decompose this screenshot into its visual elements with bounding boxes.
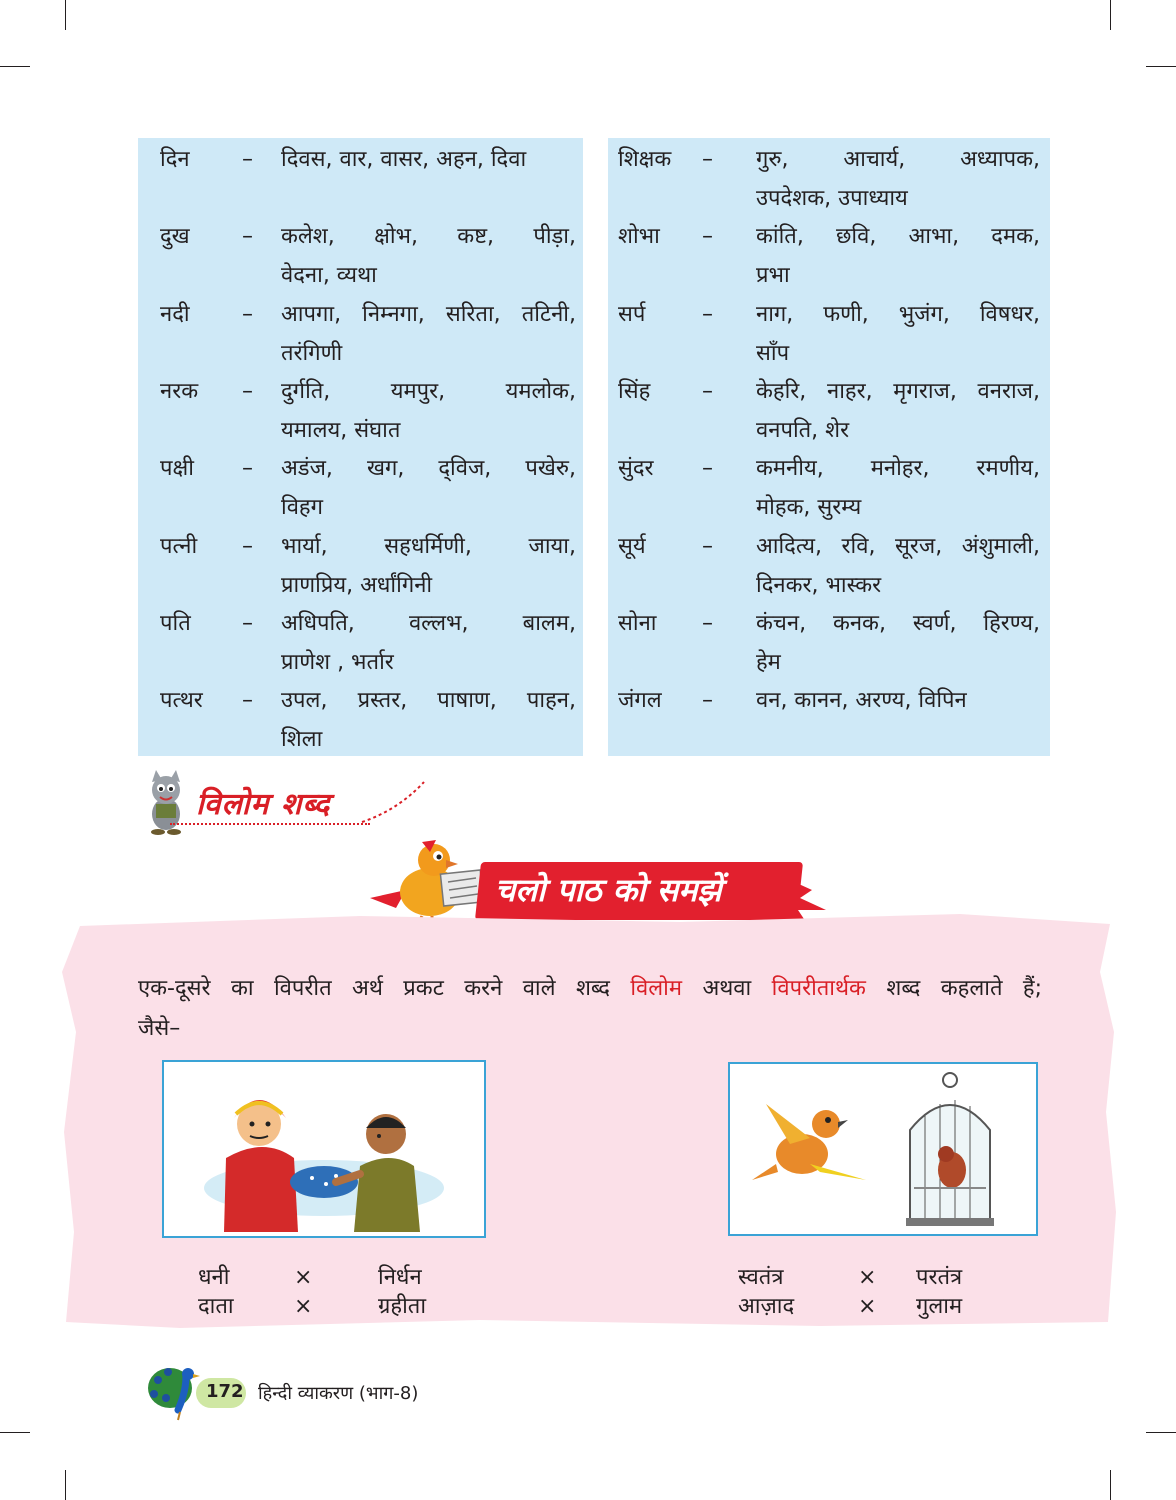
synonym-dash: –: [242, 147, 253, 172]
synonym-dash: –: [702, 533, 713, 559]
synonym-dash: –: [242, 301, 253, 327]
crop-mark: [1110, 0, 1111, 30]
term-viprarthak: विपरीतार्थक: [771, 976, 866, 1001]
synonym-line: अडंज, खग, द्‌विज, पखेरु,: [281, 456, 576, 482]
synonym-headword: सर्प: [618, 301, 646, 327]
example-lead: जैसे–: [138, 1016, 181, 1041]
synonym-headword: शोभा: [618, 224, 660, 250]
synonym-line: कमनीय, मनोहर, रमणीय,: [756, 456, 1040, 482]
synonym-line: उपल, प्रस्तर, पाषाण, पाहन,: [281, 688, 576, 714]
synonym-line: कलेश, क्षोभ, कष्ट, पीड़ा,: [281, 224, 576, 250]
synonym-dash: –: [702, 378, 713, 404]
pair-opposite: निर्धन: [378, 1265, 422, 1290]
crop-mark: [1146, 1432, 1176, 1433]
synonym-line: नाग, फणी, भुजंग, विषधर,: [756, 301, 1040, 327]
page-number: 172: [206, 1381, 244, 1402]
synonym-headword: सूर्य: [618, 533, 646, 559]
opposite-sign: ×: [858, 1294, 877, 1319]
synonym-headword: दिन: [160, 147, 190, 172]
synonym-dash: –: [702, 688, 713, 714]
synonym-headword: सुंदर: [618, 456, 654, 482]
synonym-dash: –: [242, 688, 253, 714]
synonym-line: विहग: [281, 495, 323, 521]
section-underline: [170, 823, 370, 825]
crop-mark: [0, 66, 30, 67]
synonym-headword: पक्षी: [160, 456, 194, 482]
synonym-headword: दुख: [160, 224, 190, 250]
synonym-line: दिनकर, भास्कर: [756, 572, 882, 598]
synonym-line: गुरु, आचार्य, अध्यापक,: [756, 147, 1040, 172]
opposite-sign: ×: [858, 1265, 877, 1290]
synonym-dash: –: [702, 610, 713, 636]
synonym-line: तरंगिणी: [281, 340, 343, 366]
crop-mark: [1110, 1470, 1111, 1500]
pair-word: आज़ाद: [738, 1294, 795, 1319]
pair-word: धनी: [198, 1265, 230, 1290]
term-vilom: विलोम: [630, 976, 683, 1001]
pair-opposite: ग्रहीता: [378, 1294, 427, 1319]
opposite-sign: ×: [294, 1294, 313, 1319]
synonym-line: साँप: [756, 340, 790, 366]
crop-mark: [0, 1432, 30, 1433]
caged-bird-illustration: [890, 1070, 1010, 1230]
synonym-dash: –: [242, 224, 253, 250]
synonym-headword: पत्थर: [160, 688, 203, 714]
section-title-vilom: विलोम शब्द: [196, 787, 331, 822]
pair-word: स्वतंत्र: [738, 1265, 784, 1290]
synonym-line: प्रभा: [756, 263, 790, 289]
definition-text-part2: अथवा: [702, 976, 752, 1001]
synonym-line: भार्या, सहधर्मिणी, जाया,: [281, 533, 576, 559]
synonym-line: केहरि, नाहर, मृगराज, वनराज,: [756, 378, 1040, 404]
definition-text-part1: एक-दूसरे का विपरीत अर्थ प्रकट करने वाले शब्द: [138, 976, 610, 1001]
crop-mark: [65, 0, 66, 30]
definition-text-part3: शब्द कहलाते हैं;: [886, 976, 1042, 1001]
synonym-dash: –: [702, 301, 713, 327]
pair-opposite: परतंत्र: [916, 1265, 963, 1290]
synonym-dash: –: [702, 147, 713, 172]
synonym-headword: पति: [160, 610, 191, 636]
synonym-line: वनपति, शेर: [756, 417, 850, 443]
synonym-line: प्राणेश , भर्तार: [281, 649, 394, 675]
synonym-dash: –: [242, 533, 253, 559]
synonym-line: यमालय, संघात: [281, 417, 401, 443]
definition-paragraph: [138, 970, 1042, 1008]
merchant-giving-bag-image: [164, 1062, 484, 1236]
synonym-line: वन, कानन, अरण्य, विपिन: [756, 688, 967, 714]
synonym-headword: नरक: [160, 378, 199, 404]
book-title: हिन्दी व्याकरण (भाग-8): [258, 1383, 419, 1404]
synonym-headword: सिंह: [618, 378, 651, 404]
cat-mascot-icon: [138, 770, 194, 836]
synonym-line: मोहक, सुरम्य: [756, 495, 862, 521]
synonym-line: दिवस, वार, वासर, अहन, दिवा: [281, 147, 527, 172]
synonym-line: उपदेशक, उपाध्याय: [756, 186, 908, 211]
banner-title: चलो पाठ को समझें: [495, 871, 722, 909]
synonym-line: वेदना, व्यथा: [281, 263, 377, 289]
synonym-line: आदित्य, रवि, सूरज, अंशुमाली,: [756, 533, 1040, 559]
section-divider: [358, 780, 428, 824]
synonym-dash: –: [702, 224, 713, 250]
synonym-line: शिला: [281, 727, 323, 753]
synonym-line: प्राणप्रिय, अर्धांगिनी: [281, 572, 433, 598]
free-and-caged-bird-illustration: [728, 1062, 1038, 1236]
pair-opposite: गुलाम: [916, 1294, 963, 1319]
crop-mark: [1146, 66, 1176, 67]
synonym-headword: शिक्षक: [618, 147, 672, 172]
synonym-line: हेम: [756, 649, 781, 675]
synonym-headword: पत्नी: [160, 533, 198, 559]
synonym-line: कंचन, कनक, स्वर्ण, हिरण्य,: [756, 610, 1040, 636]
synonym-line: दुर्गति, यमपुर, यमलोक,: [281, 378, 576, 404]
merchant-giving-bag-illustration: [162, 1060, 486, 1238]
crop-mark: [65, 1470, 66, 1500]
synonym-headword: सोना: [618, 610, 657, 636]
synonym-dash: –: [242, 456, 253, 482]
pair-word: दाता: [198, 1294, 234, 1319]
synonym-dash: –: [242, 378, 253, 404]
synonym-line: कांति, छवि, आभा, दमक,: [756, 224, 1040, 250]
synonym-line: अधिपति, वल्लभ, बालम,: [281, 610, 576, 636]
synonym-headword: जंगल: [618, 688, 662, 714]
synonym-dash: –: [702, 456, 713, 482]
synonym-line: आपगा, निम्नगा, सरिता, तटिनी,: [281, 301, 576, 327]
opposite-sign: ×: [294, 1265, 313, 1290]
synonym-headword: नदी: [160, 301, 190, 327]
synonym-dash: –: [242, 610, 253, 636]
